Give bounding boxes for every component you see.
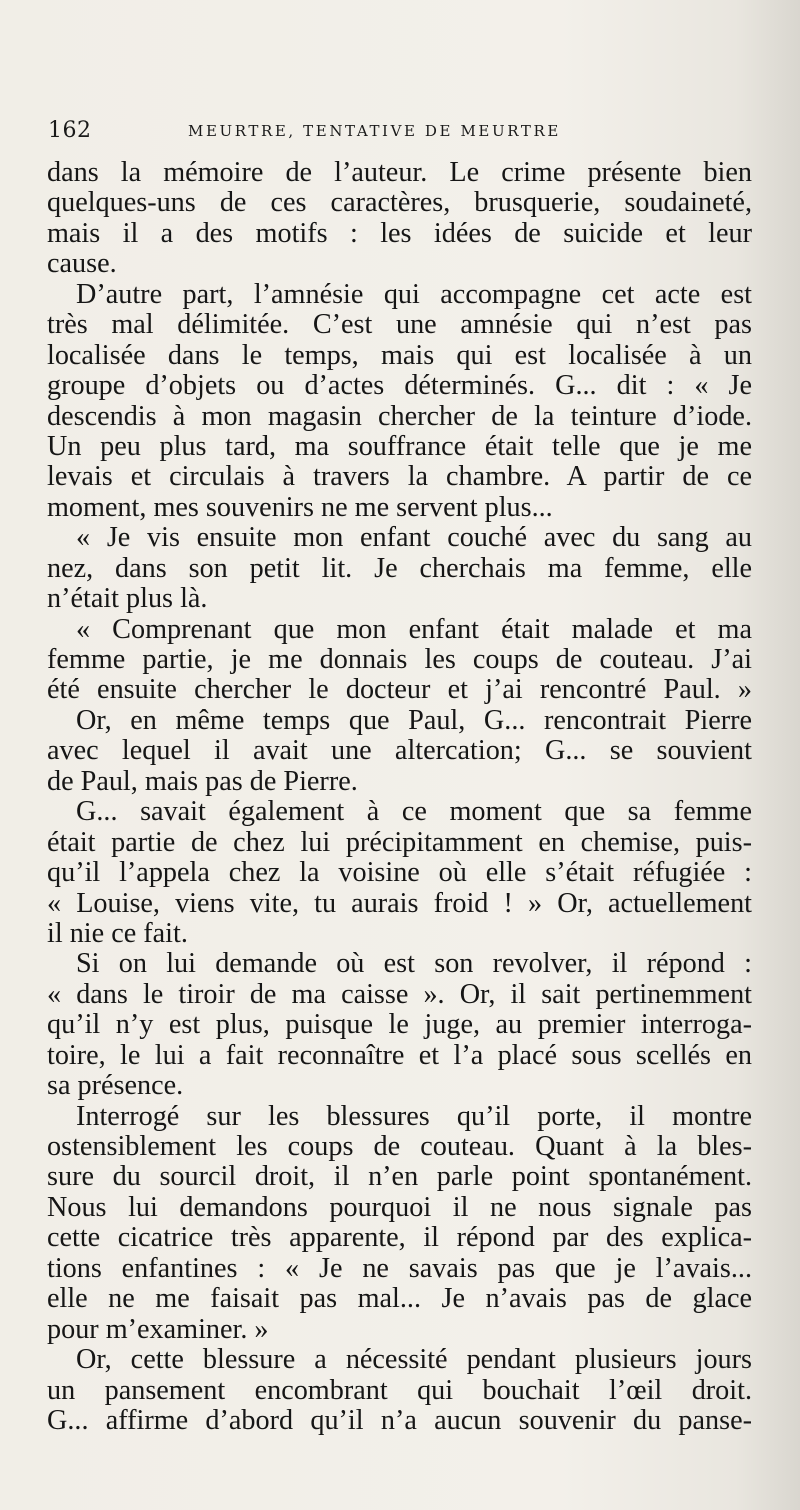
text-line: quelques-uns de ces caractères, brusquerie, soudaineté, (47, 187, 752, 219)
text-line: Nous lui demandons pourquoi il ne nous signale pas (47, 1191, 752, 1223)
page-header (48, 118, 748, 148)
text-line: G... savait également à ce moment que sa femme (76, 796, 752, 828)
text-line: Interrogé sur les blessures qu’il porte, il montre (76, 1100, 752, 1132)
text-line: femme partie, je me donnais les coups de couteau. J’ai (47, 644, 752, 675)
text-line: qu’il l’appela chez la voisine où elle s’était réfugiée : (47, 857, 752, 889)
text-line: D’autre part, l’amnésie qui accompagne cet acte est (76, 278, 752, 310)
text-line: était partie de chez lui précipitamment en chemise, puis- (47, 826, 752, 858)
page-number: 162 (48, 118, 92, 143)
text-line: nez, dans son petit lit. Je cherchais ma femme, elle (47, 552, 752, 584)
text-line: mais il a des motifs : les idées de suicide et leur (47, 217, 752, 249)
text-line: moment, mes souvenirs ne me servent plus... (47, 491, 553, 523)
text-line: cause. (47, 248, 117, 280)
text-line: n’était plus là. (47, 583, 208, 615)
text-line: sa présence. (47, 1070, 184, 1102)
text-line: toire, le lui a fait reconnaître et l’a placé sous scellés en (47, 1039, 752, 1071)
text-line: qu’il n’y est plus, puisque le juge, au premier interroga- (47, 1009, 752, 1041)
text-line: Or, cette blessure a nécessité pendant plusieurs jours (76, 1344, 752, 1376)
text-line: sure du sourcil droit, il n’en parle point spontanément. (47, 1161, 752, 1193)
body-text (47, 158, 752, 1436)
text-line: levais et circulais à travers la chambre. A partir de ce (47, 461, 752, 493)
text-line: « Louise, viens vite, tu aurais froid ! » Or, actuellement (47, 887, 752, 919)
text-line: été ensuite chercher le docteur et j’ai rencontré Paul. » (47, 674, 752, 706)
text-line: localisée dans le temps, mais qui est localisée à un (47, 339, 752, 371)
text-line: Si on lui demande où est son revolver, il répond : (76, 948, 752, 980)
text-line: descendis à mon magasin chercher de la teinture d’iode. (47, 400, 752, 432)
text-line: elle ne me faisait pas mal... Je n’avais pas de glace (47, 1283, 752, 1315)
text-line: un pansement encombrant qui bouchait l’œil droit. (47, 1374, 752, 1406)
text-line: « dans le tiroir de ma caisse ». Or, il sait pertinemment (47, 978, 752, 1010)
text-line: G... affirme d’abord qu’il n’a aucun souvenir du panse- (47, 1404, 752, 1436)
text-line: avec lequel il avait une altercation; G... se souvient (47, 735, 752, 767)
text-line: cette cicatrice très apparente, il répond par des explica- (47, 1222, 752, 1254)
text-line: groupe d’objets ou d’actes déterminés. G... dit : « Je (47, 370, 752, 402)
text-line: « Je vis ensuite mon enfant couché avec du sang au (76, 522, 752, 554)
text-line: Or, en même temps que Paul, G... rencontrait Pierre (76, 704, 752, 736)
text-line: très mal délimitée. C’est une amnésie qui n’est pas (47, 309, 752, 341)
text-line: dans la mémoire de l’auteur. Le crime présente bien (47, 157, 752, 188)
text-line: il nie ce fait. (47, 917, 188, 949)
text-line: ostensiblement les coups de couteau. Quant à la bles- (47, 1131, 752, 1162)
text-line: pour m’examiner. » (47, 1313, 269, 1345)
text-line: « Comprenant que mon enfant était malade et ma (76, 613, 752, 645)
running-title: MEURTRE, TENTATIVE DE MEURTRE (188, 122, 561, 140)
text-line: de Paul, mais pas de Pierre. (47, 765, 358, 797)
text-line: tions enfantines : « Je ne savais pas que je l’avais... (47, 1252, 752, 1284)
text-line: Un peu plus tard, ma souffrance était telle que je me (47, 430, 752, 462)
